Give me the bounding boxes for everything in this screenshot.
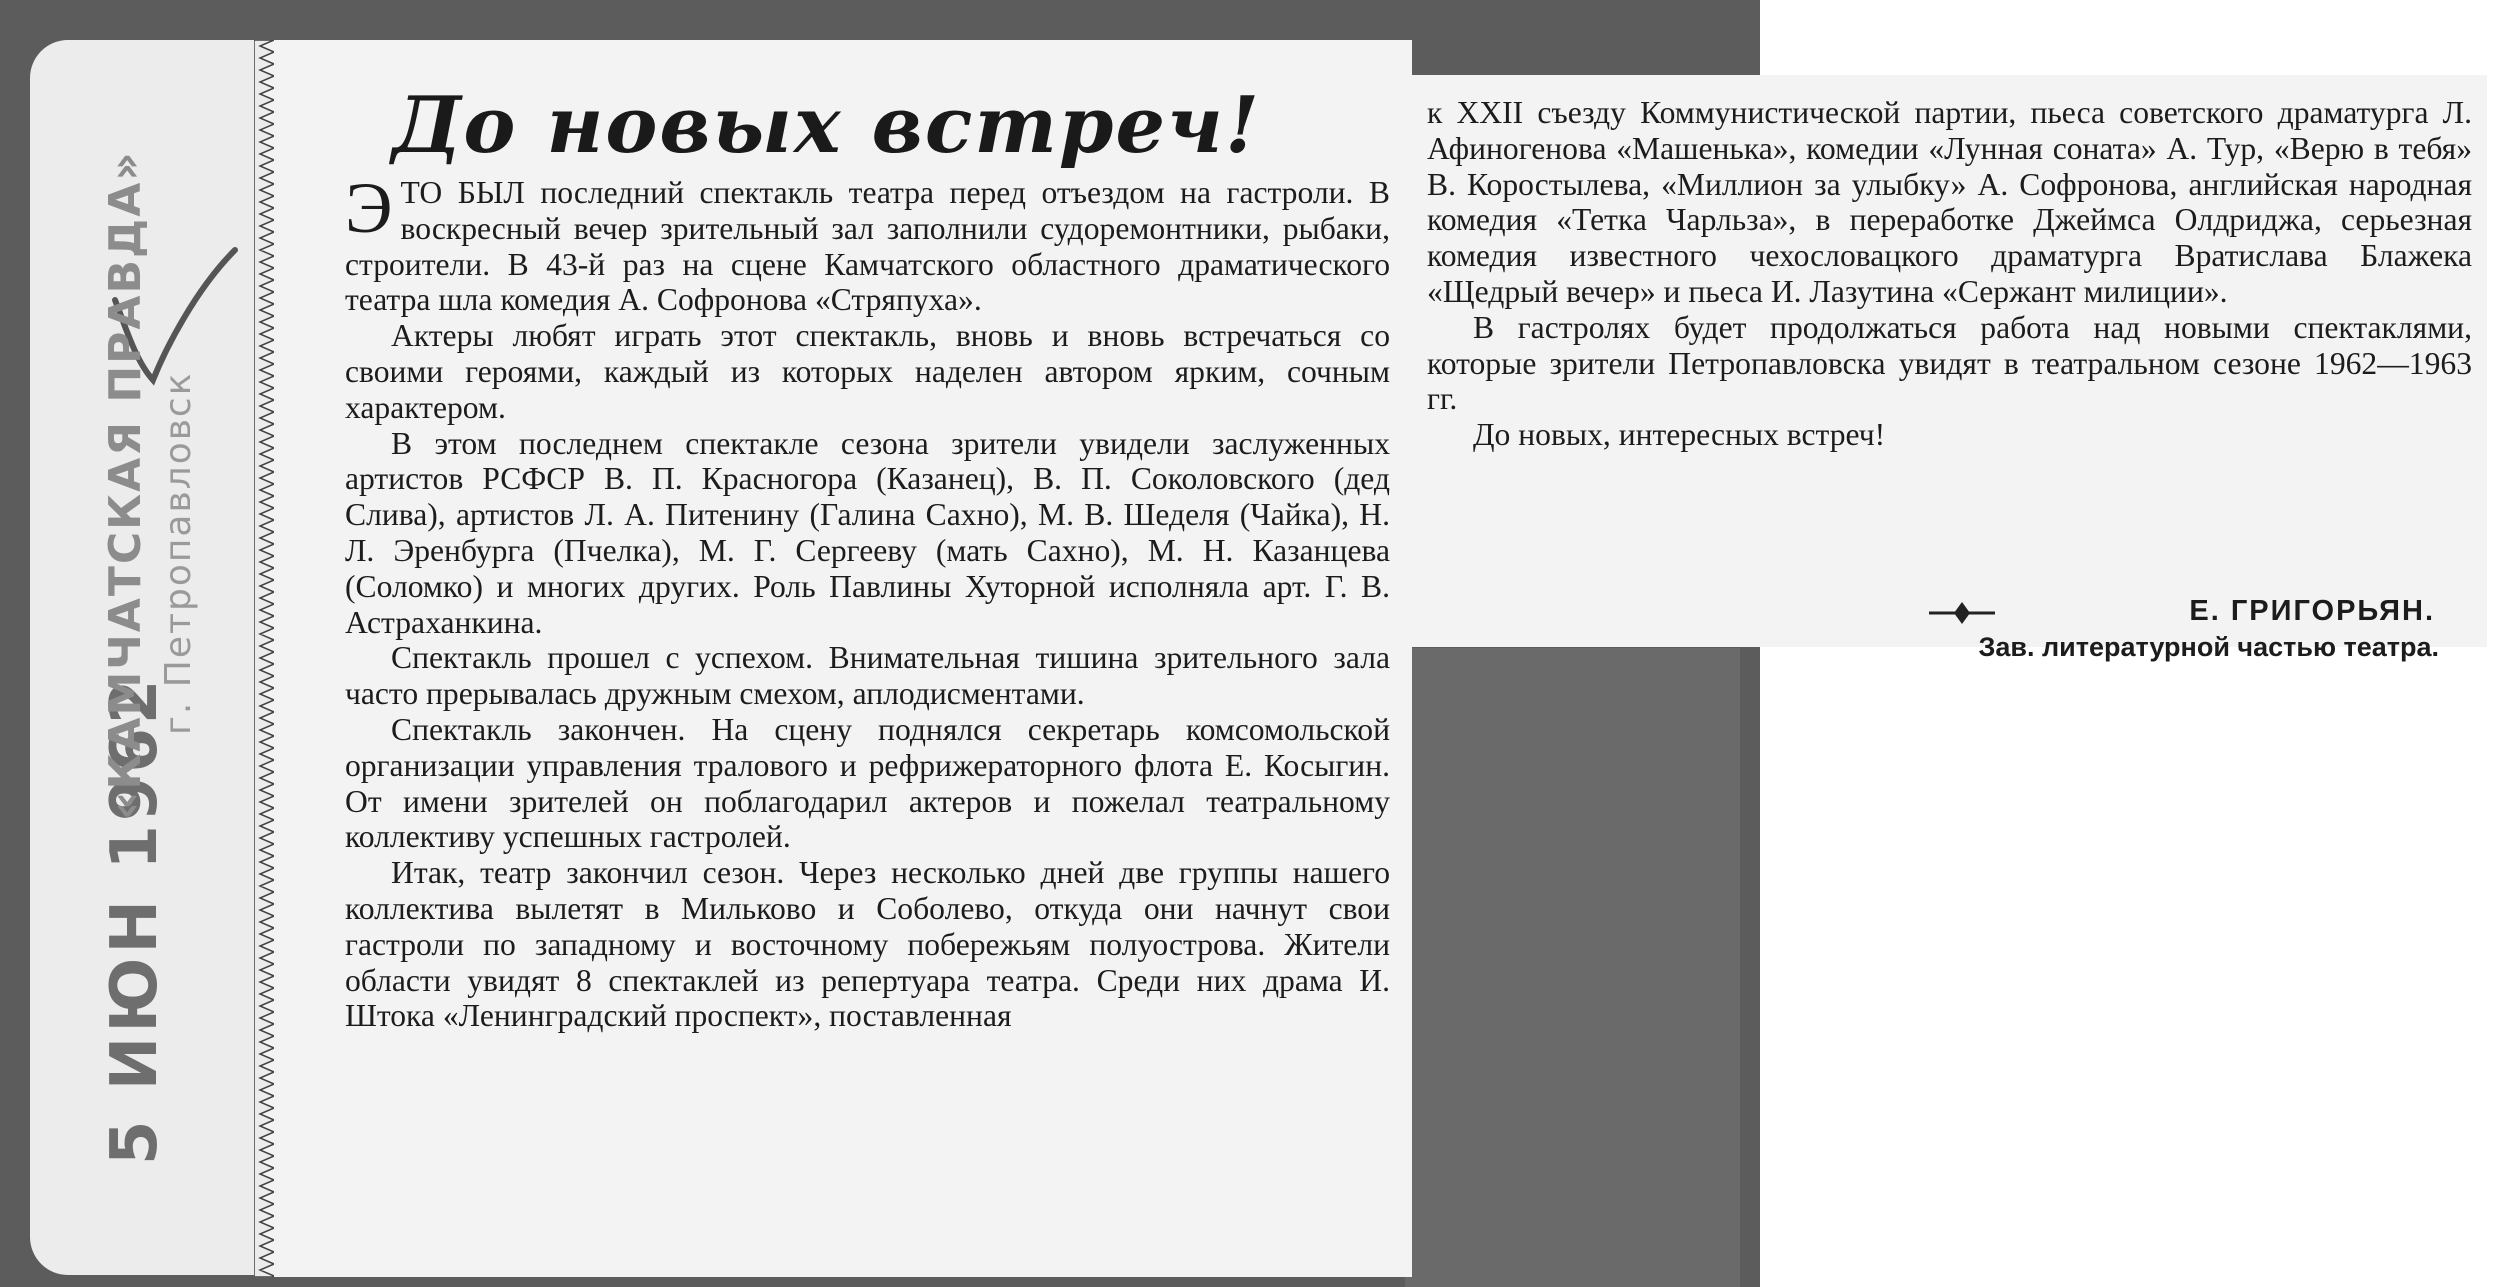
author-name: Е. ГРИГОРЬЯН. — [2189, 595, 2435, 627]
paragraph-6: Итак, театр закончил сезон. Через несколько дней две группы нашего коллектива вылетят в Мильково и Соболево, откуда они начнут свои гастроли по западному и восточному побережьям полуострова. Жители области увидят 8 спектаклей из репертуара театра. Среди них драма И. Штока «Ленинградский проспект», поставленная — [345, 855, 1390, 1034]
headline: До новых встреч! — [392, 80, 1262, 171]
paragraph-8: В гастролях будет продолжаться работа над новыми спектаклями, которые зрители Петропавловска увидят в театральном сезоне 1962—1963 гг. — [1427, 309, 2472, 417]
paragraph-3: В этом последнем спектакле сезона зрители увидели заслуженных артистов РСФСР В. П. Красногора (Казанец), В. П. Соколовского (дед Слива), артистов Л. А. Питенину (Галина Сахно), М. В. Шеделя (Чайка), Н. Л. Эренбурга (Пчелка), М. Г. Сергееву (мать Сахно), М. Н. Казанцева (Соломко) и многих других. Роль Павлины Хуторной исполняла арт. Г. В. Астраханкина. — [345, 425, 1390, 640]
paragraph-7: к XXII съезду Коммунистической партии, пьеса советского драматурга Л. Афиногенова «Машенька», комедии «Лунная соната» А. Тур, «Верю в тебя» В. Коростылева, «Миллион за улыбку» А. Софронова, английская народная комедия «Тетка Чарльза», в переработке Джеймса Олдриджа, серьезная комедия известного чехословацкого драматурга Вратислава Блажека «Щедрый вечер» и пьеса И. Лазутина «Сержант милиции». — [1427, 95, 2472, 309]
paragraph-1: ЭТО БЫЛ последний спектакль театра перед отъездом на гастроли. В воскресный вечер зрительный зал заполнили судоремонтники, рыбаки, строители. В 43-й раз на сцене Камчатского областного драматического театра шла комедия А. Софронова «Стряпуха». — [345, 168, 1390, 318]
article-column-1 — [345, 168, 1390, 1034]
date-stamp — [58, 45, 208, 1165]
author-position: Зав. литературной частью театра. — [1978, 632, 2439, 662]
stamp-newspaper: «КАМЧАТСКАЯ ПРАВДА» — [100, 150, 151, 820]
dropcap: Э — [345, 168, 393, 248]
end-ornament-icon — [1927, 598, 1997, 628]
stamp-city: г. Петропавловск — [158, 371, 199, 735]
article-column-2 — [1427, 95, 2472, 453]
paragraph-2: Актеры любят играть этот спектакль, вновь и вновь встречаться со своими героями, каждый из которых наделен автором ярким, сочным характером. — [345, 318, 1390, 425]
paragraph-5: Спектакль закончен. На сцену поднялся секретарь комсомольской организации управления тралового и рефрижераторного флота Е. Косыгин. От имени зрителей он поблагодарил актеров и пожелал театральному коллективу успешных гастролей. — [345, 711, 1390, 855]
paragraph-9: До новых, интересных встреч! — [1473, 417, 1886, 453]
torn-edge — [254, 40, 274, 1277]
background-shadow — [1405, 648, 1740, 1287]
stamp-date: 5 ИЮН 1962 — [98, 675, 172, 1165]
paragraph-4: Спектакль прошел с успехом. Внимательная тишина зрительного зала часто прерывалась дружным смехом, аплодисментами. — [345, 640, 1390, 712]
